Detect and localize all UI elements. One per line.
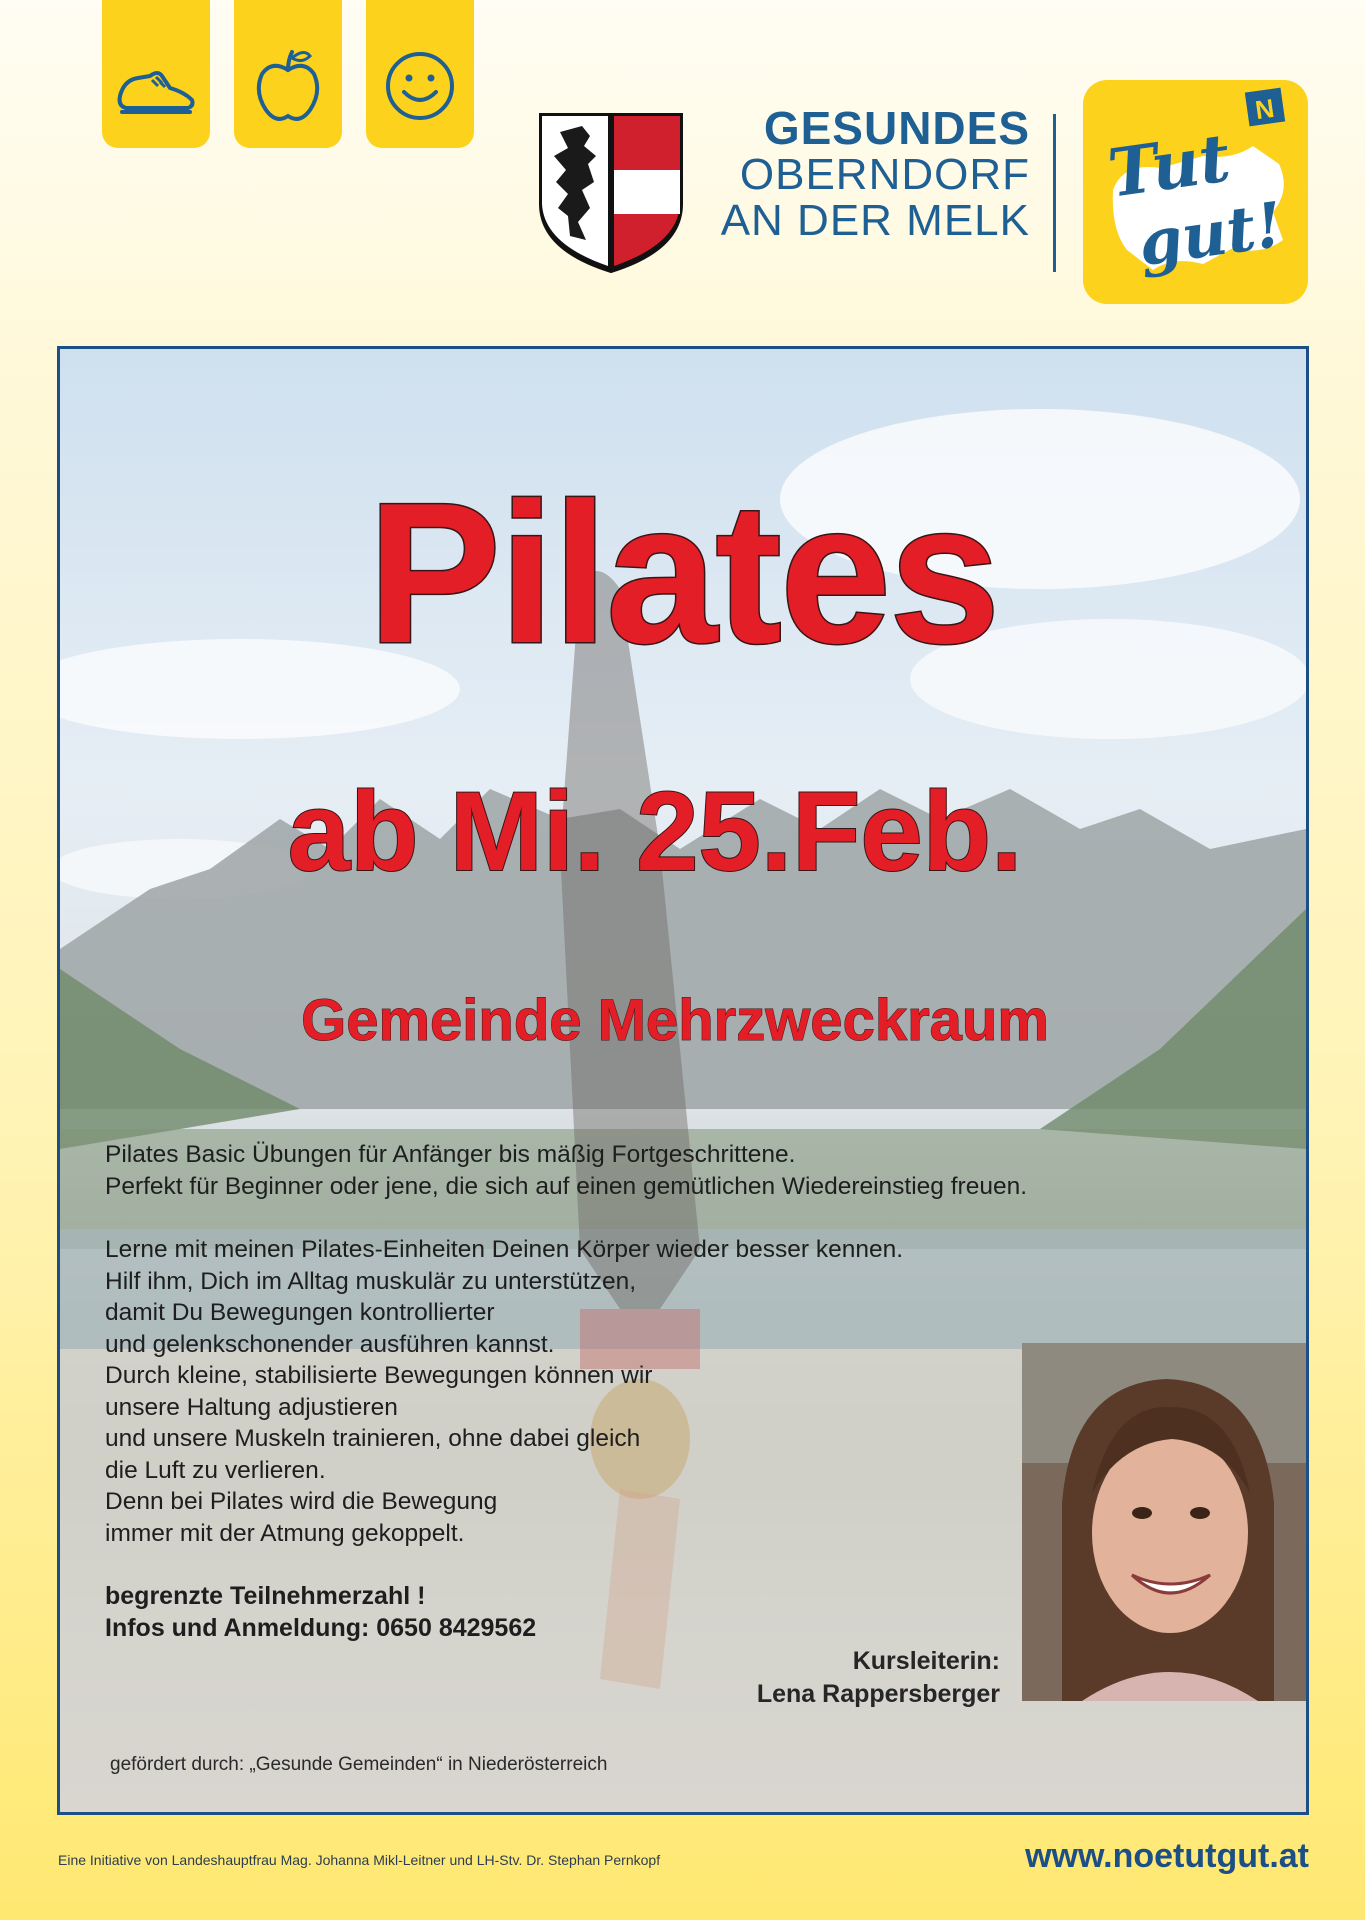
badge-text-gut: gut! (1133, 187, 1288, 281)
desc-line: die Luft zu verlieren. (105, 1456, 326, 1484)
logo-line-melk: AN DER MELK (720, 196, 1030, 246)
badge-text-tut: Tut (1103, 118, 1235, 213)
desc-line: und unsere Muskeln trainieren, ohne dabei gleich (105, 1425, 641, 1452)
desc-line: Lerne mit meinen Pilates-Einheiten Deinen Körper wieder besser kennen. (105, 1236, 904, 1263)
badge-letter-n: N (1253, 92, 1277, 126)
course-description (105, 1139, 1105, 1644)
desc-line: Denn bei Pilates wird die Bewegung (105, 1488, 498, 1515)
instructor-info (757, 1645, 1000, 1711)
instructor-name: Lena Rappersberger (756, 1680, 1000, 1708)
running-shoe-tile (102, 0, 210, 148)
contact-phone: Infos und Anmeldung: 0650 8429562 (105, 1613, 537, 1642)
desc-line: und gelenkschonender ausführen kannst. (105, 1330, 555, 1358)
municipal-crest-logo (538, 112, 684, 274)
smiley-tile (366, 0, 474, 148)
instructor-label: Kursleiterin: (852, 1647, 1000, 1675)
municipality-logo-text (680, 104, 1030, 245)
desc-line: damit Du Bewegungen kontrollierter (105, 1299, 495, 1326)
sponsor-note: gefördert durch: „Gesunde Gemeinden“ in Niederösterreich (110, 1754, 608, 1775)
apple-icon (242, 40, 334, 132)
running-shoe-icon (110, 40, 202, 132)
initiative-note: Eine Initiative von Landeshauptfrau Mag. Johanna Mikl-Leitner und LH-Stv. Dr. Stephan Pernkopf (58, 1852, 661, 1868)
desc-line: Perfekt für Beginner oder jene, die sich auf einen gemütlichen Wiedereinstieg freuen. (105, 1172, 1028, 1200)
desc-line: Hilf ihm, Dich im Alltag muskulär zu unterstützen, (105, 1267, 637, 1295)
instructor-photo (1022, 1343, 1309, 1701)
logo-divider (1053, 114, 1056, 272)
apple-tile (234, 0, 342, 148)
desc-line: immer mit der Atmung gekoppelt. (105, 1519, 465, 1547)
course-location: Gemeinde Mehrzweckraum (301, 988, 1049, 1053)
logo-line-gesundes: GESUNDES (763, 102, 1030, 154)
smiley-icon (374, 40, 466, 132)
desc-line: Durch kleine, stabilisierte Bewegungen können wir (105, 1362, 653, 1389)
limited-participants-note: begrenzte Teilnehmerzahl ! (105, 1582, 426, 1610)
desc-line: Pilates Basic Übungen für Anfänger bis mäßig Fortgeschrittene. (105, 1141, 796, 1168)
desc-line: unsere Haltung adjustieren (105, 1393, 398, 1421)
course-title: Pilates (367, 462, 999, 685)
course-start-date: ab Mi. 25.Feb. (287, 769, 1023, 894)
logo-line-oberndorf: OBERNDORF (739, 150, 1030, 200)
poster-frame (57, 346, 1309, 1815)
website-url[interactable]: www.noetutgut.at (1025, 1837, 1309, 1875)
tut-gut-badge-logo (1083, 80, 1308, 304)
